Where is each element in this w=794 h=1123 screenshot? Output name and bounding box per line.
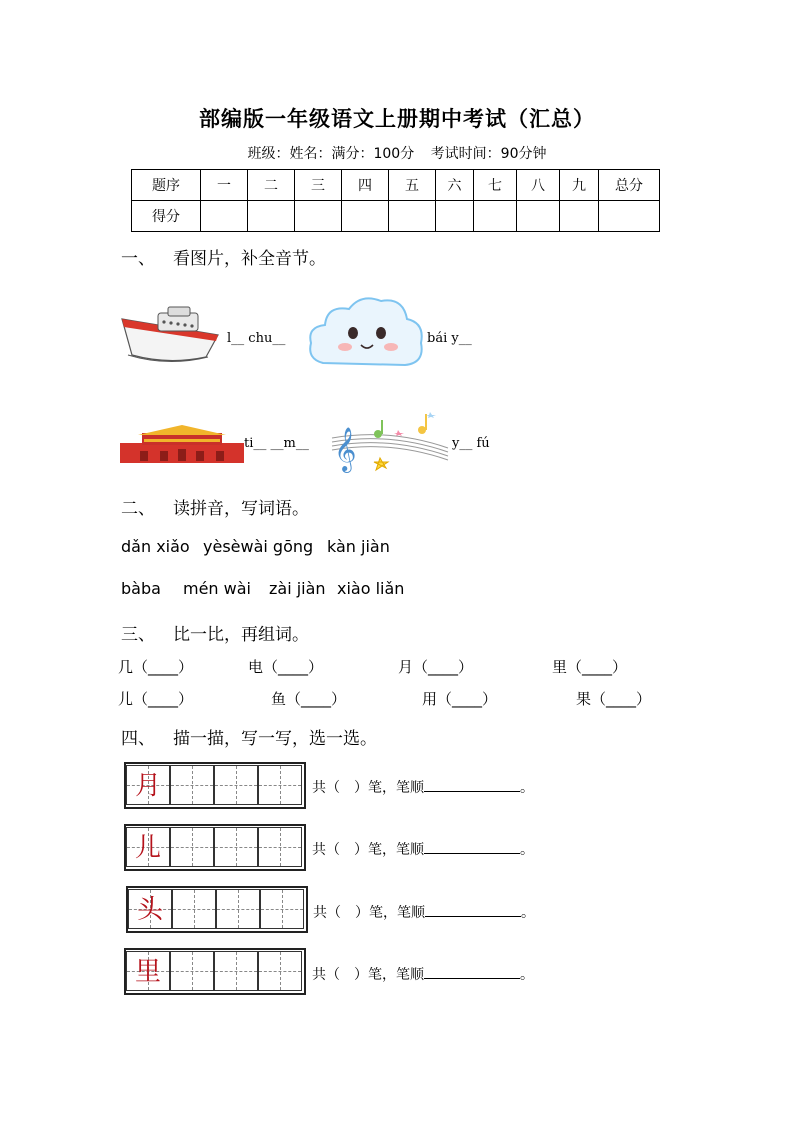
score-header-cell: 一 (201, 170, 248, 201)
score-header-cell: 九 (560, 170, 599, 201)
pinyin-word: bàba (121, 579, 161, 598)
stroke-order-blank[interactable] (424, 777, 520, 792)
stroke-question-text: 共（ ）笔，笔顺 (312, 967, 424, 983)
pinyin-word: zài jiàn (269, 579, 326, 598)
score-cell[interactable] (560, 201, 599, 232)
score-header-cell: 总分 (599, 170, 660, 201)
section3-title: 比一比，再组词。 (173, 625, 309, 645)
score-cell[interactable] (201, 201, 248, 232)
compare-item: 用（____） (422, 690, 498, 708)
tian-cell[interactable] (214, 765, 258, 805)
pinyin-word: mén wài (183, 579, 251, 598)
tian-cell (126, 765, 170, 805)
cloud-illustration (305, 293, 427, 377)
compare-item: 鱼（____） (271, 690, 347, 708)
stroke-question-text: 共（ ）笔，笔顺 (313, 905, 425, 921)
ship-pinyin-blank: l__ chu__ (227, 331, 286, 346)
section1-title: 看图片，补全音节。 (173, 249, 326, 269)
score-header-cell: 三 (295, 170, 342, 201)
time-info: 考试时间：90分钟 (430, 146, 547, 162)
score-cell[interactable] (436, 201, 474, 232)
stroke-order-blank[interactable] (425, 902, 521, 917)
svg-text:𝄞: 𝄞 (334, 427, 357, 471)
score-cell[interactable] (474, 201, 517, 232)
pinyin-word: kàn jiàn (327, 537, 390, 556)
stroke-order-blank[interactable] (424, 839, 520, 854)
tiananmen-illustration (120, 423, 244, 463)
score-table (131, 169, 660, 232)
tian-cell[interactable] (258, 951, 302, 991)
class-info: 班级：姓名：满分：100分 (247, 146, 415, 162)
tian-cell[interactable] (258, 827, 302, 867)
tian-cell[interactable] (214, 951, 258, 991)
tian-cell[interactable] (170, 765, 214, 805)
compare-item: 几（____） (118, 658, 194, 676)
stroke-question (312, 839, 534, 859)
score-header-cell: 四 (342, 170, 389, 201)
stroke-question-end: 。 (520, 780, 534, 796)
model-character: 头 (136, 895, 163, 925)
score-cell[interactable] (248, 201, 295, 232)
tian-cell[interactable] (214, 827, 258, 867)
stroke-question-end: 。 (520, 967, 534, 983)
tian-cell (126, 827, 170, 867)
pinyin-word: yèsèwài gōng (203, 537, 314, 556)
score-cell[interactable] (342, 201, 389, 232)
score-header-cell: 题序 (132, 170, 201, 201)
score-cell[interactable] (517, 201, 560, 232)
stroke-question-end: 。 (520, 842, 534, 858)
cloud-pinyin-blank: bái y__ (427, 331, 472, 346)
section4-heading (121, 724, 377, 749)
tian-cell[interactable] (216, 889, 260, 929)
stroke-order-blank[interactable] (424, 964, 520, 979)
ship-illustration (118, 305, 224, 367)
model-character: 月 (134, 771, 161, 801)
stroke-question-text: 共（ ）笔，笔顺 (312, 842, 424, 858)
score-table-score-row (132, 201, 660, 232)
tian-cell[interactable] (172, 889, 216, 929)
pinyin-word: dǎn xiǎo (121, 537, 190, 556)
compare-item: 果（____） (576, 690, 652, 708)
section4-title: 描一描，写一写，选一选。 (173, 729, 377, 749)
stroke-question (312, 964, 534, 984)
score-header-cell: 八 (517, 170, 560, 201)
tian-cell[interactable] (170, 951, 214, 991)
score-cell[interactable] (599, 201, 660, 232)
section4-number: 四、 (121, 729, 155, 749)
score-header-cell: 五 (389, 170, 436, 201)
score-header-cell: 二 (248, 170, 295, 201)
stroke-question-end: 。 (521, 905, 535, 921)
page-title: 部编版一年级语文上册期中考试（汇总） (199, 107, 595, 131)
exam-info (0, 143, 794, 163)
score-cell[interactable] (389, 201, 436, 232)
tian-cell[interactable] (258, 765, 302, 805)
section2-heading (121, 494, 309, 519)
score-cell[interactable] (295, 201, 342, 232)
section1-heading (121, 244, 326, 269)
stroke-question (313, 902, 535, 922)
stroke-question-text: 共（ ）笔，笔顺 (312, 780, 424, 796)
tian-cell[interactable] (170, 827, 214, 867)
section2-number: 二、 (121, 499, 155, 519)
section3-heading (121, 620, 309, 645)
model-character: 里 (134, 957, 161, 987)
compare-item: 电（____） (248, 658, 324, 676)
music-pinyin-blank: y__ fú (452, 436, 490, 451)
compare-item: 儿（____） (118, 690, 194, 708)
score-header-cell: 六 (436, 170, 474, 201)
section1-number: 一、 (121, 249, 155, 269)
score-row-label: 得分 (132, 201, 201, 232)
stroke-question (312, 777, 534, 797)
pinyin-word: xiào liǎn (337, 579, 405, 598)
score-header-cell: 七 (474, 170, 517, 201)
tian-cell (126, 951, 170, 991)
model-character: 儿 (134, 833, 161, 863)
compare-item: 里（____） (552, 658, 628, 676)
section2-title: 读拼音，写词语。 (173, 499, 309, 519)
compare-item: 月（____） (398, 658, 474, 676)
tiananmen-pinyin-blank: ti__ __m__ (244, 436, 309, 451)
section3-number: 三、 (121, 625, 155, 645)
tian-cell[interactable] (260, 889, 304, 929)
music-illustration (330, 408, 450, 474)
tian-cell (128, 889, 172, 929)
score-table-header-row (132, 170, 660, 201)
